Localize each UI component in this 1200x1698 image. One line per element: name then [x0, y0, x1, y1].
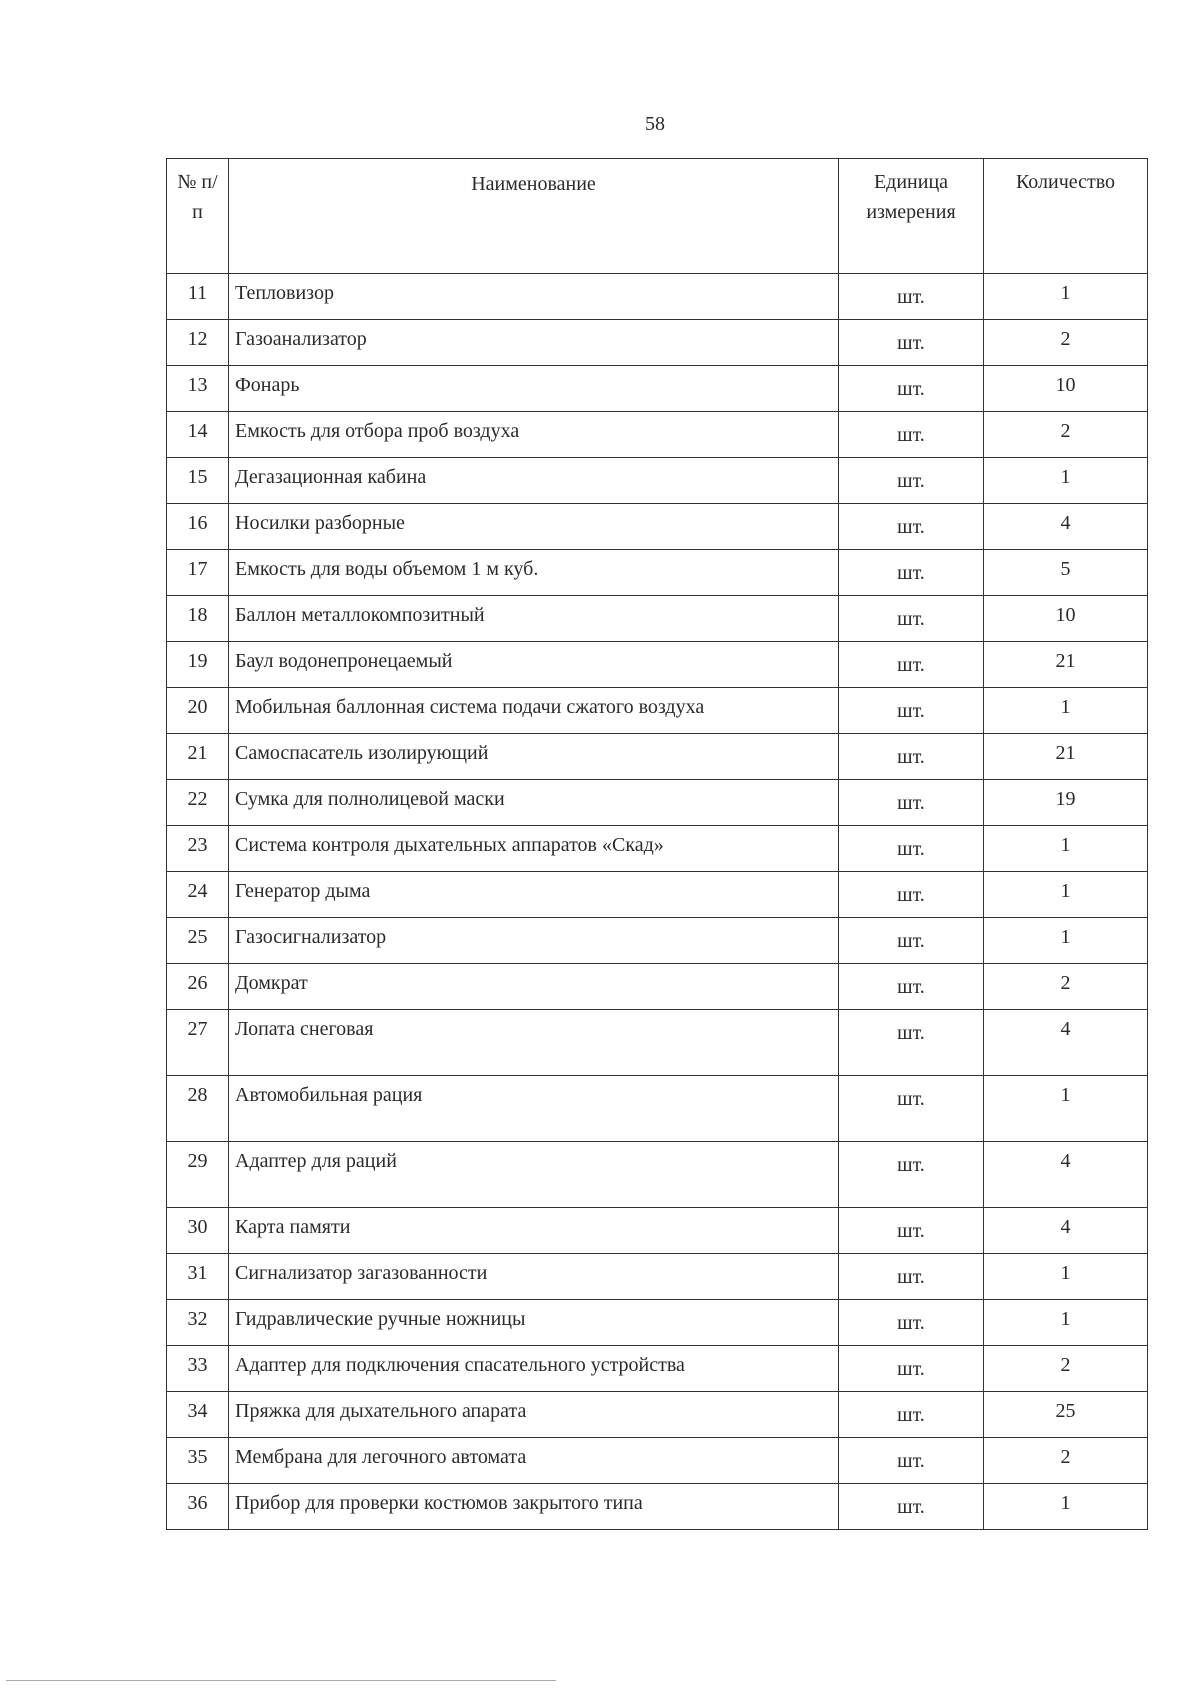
row-name: Лопата снеговая — [229, 1010, 839, 1076]
row-name: Фонарь — [229, 366, 839, 412]
row-num: 13 — [167, 366, 229, 412]
table-row — [167, 412, 1148, 458]
row-qty: 1 — [984, 458, 1148, 504]
row-qty: 2 — [984, 412, 1148, 458]
header-name: Наименование — [229, 159, 839, 274]
row-qty: 4 — [984, 1142, 1148, 1208]
row-unit: шт. — [839, 274, 984, 320]
row-qty: 1 — [984, 1076, 1148, 1142]
table-row — [167, 1142, 1148, 1208]
row-unit: шт. — [839, 826, 984, 872]
table-row — [167, 826, 1148, 872]
row-num: 20 — [167, 688, 229, 734]
row-name: Сумка для полнолицевой маски — [229, 780, 839, 826]
row-name: Самоспасатель изолирующий — [229, 734, 839, 780]
row-name: Карта памяти — [229, 1208, 839, 1254]
row-unit: шт. — [839, 918, 984, 964]
row-unit: шт. — [839, 550, 984, 596]
row-unit: шт. — [839, 642, 984, 688]
row-name: Баллон металлокомпозитный — [229, 596, 839, 642]
row-unit: шт. — [839, 458, 984, 504]
row-name: Адаптер для подключения спасательного устройства — [229, 1346, 839, 1392]
table-row — [167, 1438, 1148, 1484]
row-unit: шт. — [839, 1392, 984, 1438]
table-row — [167, 642, 1148, 688]
table-row — [167, 596, 1148, 642]
row-unit: шт. — [839, 1438, 984, 1484]
table-row — [167, 1010, 1148, 1076]
table-row — [167, 1346, 1148, 1392]
row-unit: шт. — [839, 964, 984, 1010]
row-name: Газосигнализатор — [229, 918, 839, 964]
equipment-table — [166, 158, 1148, 1530]
row-qty: 1 — [984, 688, 1148, 734]
row-num: 31 — [167, 1254, 229, 1300]
table-row — [167, 1300, 1148, 1346]
row-unit: шт. — [839, 504, 984, 550]
row-name: Адаптер для раций — [229, 1142, 839, 1208]
table-row — [167, 504, 1148, 550]
row-unit: шт. — [839, 596, 984, 642]
row-name: Пряжка для дыхательного апарата — [229, 1392, 839, 1438]
row-name: Баул водонепронецаемый — [229, 642, 839, 688]
row-qty: 1 — [984, 1484, 1148, 1530]
row-num: 21 — [167, 734, 229, 780]
row-num: 15 — [167, 458, 229, 504]
row-unit: шт. — [839, 734, 984, 780]
table-row — [167, 1484, 1148, 1530]
row-qty: 1 — [984, 918, 1148, 964]
row-unit: шт. — [839, 688, 984, 734]
table-row — [167, 734, 1148, 780]
row-unit: шт. — [839, 1484, 984, 1530]
row-name: Мембрана для легочного автомата — [229, 1438, 839, 1484]
page-number: 58 — [645, 113, 665, 135]
row-num: 24 — [167, 872, 229, 918]
table-row — [167, 780, 1148, 826]
row-num: 14 — [167, 412, 229, 458]
row-qty: 4 — [984, 1208, 1148, 1254]
row-unit: шт. — [839, 1208, 984, 1254]
row-unit: шт. — [839, 412, 984, 458]
row-qty: 21 — [984, 642, 1148, 688]
row-qty: 1 — [984, 1254, 1148, 1300]
row-unit: шт. — [839, 1142, 984, 1208]
table-row — [167, 1254, 1148, 1300]
row-unit: шт. — [839, 320, 984, 366]
header-unit: Единица измерения — [839, 159, 984, 274]
row-num: 17 — [167, 550, 229, 596]
row-num: 25 — [167, 918, 229, 964]
row-num: 26 — [167, 964, 229, 1010]
row-name: Носилки разборные — [229, 504, 839, 550]
row-qty: 1 — [984, 274, 1148, 320]
row-name: Автомобильная рация — [229, 1076, 839, 1142]
row-unit: шт. — [839, 1076, 984, 1142]
row-num: 28 — [167, 1076, 229, 1142]
table-row — [167, 872, 1148, 918]
row-unit: шт. — [839, 1010, 984, 1076]
table-header-row — [167, 159, 1148, 274]
table-row — [167, 320, 1148, 366]
row-qty: 4 — [984, 504, 1148, 550]
row-num: 33 — [167, 1346, 229, 1392]
row-num: 23 — [167, 826, 229, 872]
table-row — [167, 1392, 1148, 1438]
row-name: Емкость для отбора проб воздуха — [229, 412, 839, 458]
row-qty: 4 — [984, 1010, 1148, 1076]
row-unit: шт. — [839, 780, 984, 826]
row-unit: шт. — [839, 872, 984, 918]
row-name: Гидравлические ручные ножницы — [229, 1300, 839, 1346]
row-unit: шт. — [839, 1346, 984, 1392]
row-num: 16 — [167, 504, 229, 550]
table-row — [167, 688, 1148, 734]
row-num: 11 — [167, 274, 229, 320]
table-row — [167, 1076, 1148, 1142]
row-num: 30 — [167, 1208, 229, 1254]
row-name: Газоанализатор — [229, 320, 839, 366]
row-num: 29 — [167, 1142, 229, 1208]
header-qty: Количество — [984, 159, 1148, 274]
row-qty: 1 — [984, 1300, 1148, 1346]
row-num: 19 — [167, 642, 229, 688]
row-name: Тепловизор — [229, 274, 839, 320]
row-num: 36 — [167, 1484, 229, 1530]
row-num: 32 — [167, 1300, 229, 1346]
row-name: Дегазационная кабина — [229, 458, 839, 504]
row-qty: 21 — [984, 734, 1148, 780]
row-unit: шт. — [839, 366, 984, 412]
row-name: Прибор для проверки костюмов закрытого типа — [229, 1484, 839, 1530]
row-qty: 5 — [984, 550, 1148, 596]
row-num: 34 — [167, 1392, 229, 1438]
row-name: Генератор дыма — [229, 872, 839, 918]
row-qty: 19 — [984, 780, 1148, 826]
row-num: 12 — [167, 320, 229, 366]
table-row — [167, 458, 1148, 504]
row-name: Сигнализатор загазованности — [229, 1254, 839, 1300]
table-row — [167, 918, 1148, 964]
row-qty: 10 — [984, 366, 1148, 412]
row-qty: 10 — [984, 596, 1148, 642]
row-name: Мобильная баллонная система подачи сжатого воздуха — [229, 688, 839, 734]
row-qty: 2 — [984, 1438, 1148, 1484]
table-row — [167, 964, 1148, 1010]
row-qty: 25 — [984, 1392, 1148, 1438]
row-qty: 1 — [984, 872, 1148, 918]
row-name: Емкость для воды объемом 1 м куб. — [229, 550, 839, 596]
header-num: № п/п — [167, 159, 229, 274]
table-row — [167, 1208, 1148, 1254]
row-qty: 2 — [984, 964, 1148, 1010]
row-num: 22 — [167, 780, 229, 826]
row-num: 27 — [167, 1010, 229, 1076]
table-row — [167, 550, 1148, 596]
table-row — [167, 274, 1148, 320]
row-qty: 2 — [984, 1346, 1148, 1392]
row-num: 18 — [167, 596, 229, 642]
row-qty: 2 — [984, 320, 1148, 366]
row-unit: шт. — [839, 1254, 984, 1300]
row-unit: шт. — [839, 1300, 984, 1346]
row-name: Система контроля дыхательных аппаратов «Скад» — [229, 826, 839, 872]
footer-divider — [6, 1680, 556, 1681]
table-row — [167, 366, 1148, 412]
row-name: Домкрат — [229, 964, 839, 1010]
row-qty: 1 — [984, 826, 1148, 872]
row-num: 35 — [167, 1438, 229, 1484]
